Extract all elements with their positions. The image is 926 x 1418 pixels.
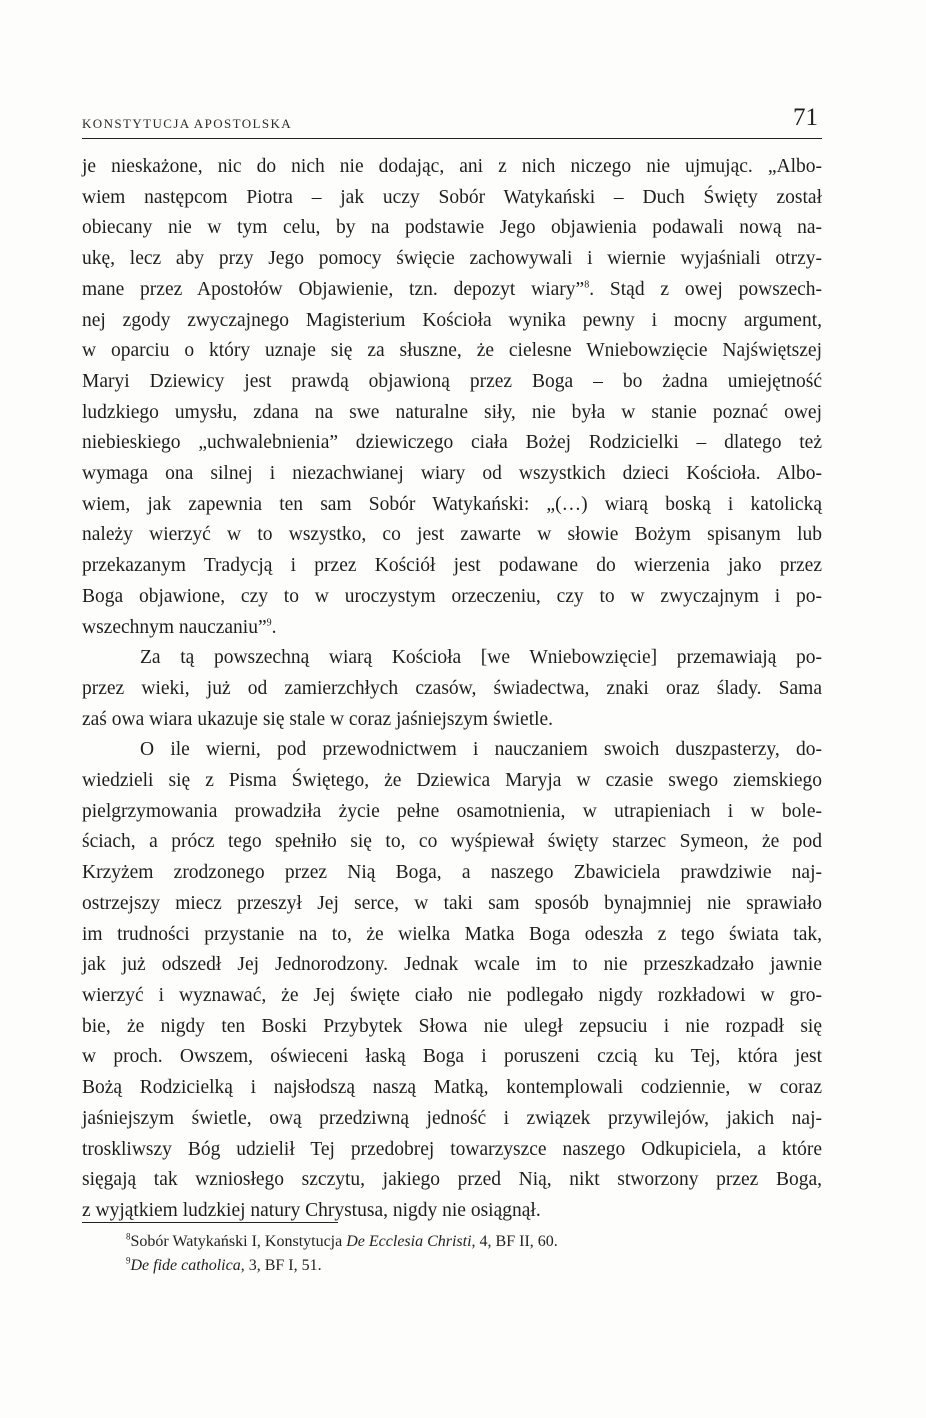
text-line: wiem następcom Piotra – jak uczy Sobór Watykański – Duch Święty został [82,186,822,208]
text-line: troskliwszy Bóg udzielił Tej przedobrej towarzyszce naszego Odkupiciela, a które [82,1138,822,1160]
text-segment: . Stąd z owej powszech- [589,278,823,300]
text-line: ukę, lecz aby przy Jego pomocy święcie zachowywali i wiernie wyjaśniali otrzy- [82,248,822,270]
text-line: je nieskażone, nic do nich nie dodając, ani z nich niczego nie ujmując. „Albo- [82,156,822,177]
text-segment: mane przez Apostołów Objawienie, tzn. depozyt wiary” [82,278,585,300]
footnote-number: 9 [126,1255,131,1266]
footnote-number: 8 [126,1231,131,1242]
text-segment: . [271,616,277,638]
text-line: obiecany nie w tym celu, by na podstawie Jego objawienia podawali nową na- [82,217,822,239]
text-line: wymaga ona silnej i niezachwianej wiary od wszystkich dzieci Kościoła. Albo- [82,463,822,485]
footnote-text: Sobór Watykański I, Konstytucja [130,1233,347,1250]
page-number: 71 [793,104,818,131]
text-line: w oparciu o który uznaje się za słuszne, że cielesne Wniebowzięcie Najświętszej [82,340,822,362]
text-line: sięgają tak wzniosłego szczytu, jakiego przed Nią, nikt stworzony przez Boga, [82,1169,822,1191]
footnote-title: De fide catholica [130,1257,241,1274]
text-line: przez wieki, już od zamierzchłych czasów, świadectwa, znaki oraz ślady. Sama [82,677,822,699]
text-line: Boga objawione, czy to w uroczystym orzeczeniu, czy to w zwyczajnym i po- [82,585,822,607]
footnotes [126,1230,806,1278]
text-line: jaśniejszym świetle, ową przedziwną jedność i związek przywilejów, jakich naj- [82,1107,822,1129]
footnote-9 [126,1254,806,1278]
text-line: z wyjątkiem ludzkiej natury Chrystusa, nigdy nie osiągnął. [82,1199,541,1221]
footnote-text: , 3, BF I, 51. [240,1257,322,1274]
text-line: zaś owa wiara ukazuje się stale w coraz jaśniejszym świetle. [82,708,554,730]
running-title: KONSTYTUCJA APOSTOLSKA [82,116,293,131]
footnote-title: De Ecclesia Christi [346,1233,472,1250]
text-line: przekazanym Tradycją i przez Kościół jest podawane do wierzenia jako przez [82,555,822,577]
paragraph-3 [82,735,822,1226]
header-rule [82,138,822,139]
text-line: nej zgody zwyczajnego Magisterium Kościoła wynika pewny i mocny argument, [82,309,822,331]
text-line: ściach, a prócz tego spełniło się to, co wyśpiewał święty starzec Symeon, że pod [82,831,822,853]
text-line: ludzkiego umysłu, zdana na swe naturalne siły, nie była w stanie poznać owej [82,401,822,423]
text-line: wiedzieli się z Pisma Świętego, że Dziewica Maryja w czasie swego ziemskiego [82,770,822,792]
running-head [82,104,822,134]
footnote-rule [82,1222,338,1223]
footnote-8 [126,1230,806,1254]
text-line [82,613,822,644]
text-line: Maryi Dziewicy jest prawdą objawioną przez Boga – bo żadna umiejętność [82,370,822,392]
text-line: pielgrzymowania prowadziła życie pełne osamotnienia, w utrapieniach i w bole- [82,800,822,822]
text-line: Krzyżem zrodzonego przez Nią Boga, a naszego Zbawiciela prawdziwie naj- [82,862,822,884]
text-line: niebieskiego „uchwalebnienia” dziewiczego ciała Bożej Rodzicielki – dlatego też [82,432,822,454]
body-text [82,152,822,1227]
text-line: wierzyć i wyznawać, że Jej święte ciało nie podlegało nigdy rozkładowi w gro- [82,984,822,1006]
text-line: jak już odszedł Jej Jednorodzony. Jednak wcale im to nie przeszkadzało jawnie [82,954,822,976]
text-line: Bożą Rodzicielką i najsłodszą naszą Matką, kontemplowali codziennie, w coraz [82,1077,822,1099]
text-segment: wszechnym nauczaniu” [82,616,267,638]
footnote-text: , 4, BF II, 60. [471,1233,558,1250]
paragraph-2 [82,643,822,735]
text-line: O ile wierni, pod przewodnictwem i nauczaniem swoich duszpasterzy, do- [140,739,822,761]
text-line: wiem, jak zapewnia ten sam Sobór Watykański: „(…) wiarą boską i katolicką [82,493,822,515]
text-line [82,275,822,306]
footnote-ref: 9 [266,617,272,629]
text-line: ostrzejszy miecz przeszył Jej serce, w taki sam sposób bynajmniej nie sprawiało [82,892,822,914]
text-line: Za tą powszechną wiarą Kościoła [we Wniebowzięcie] przemawiają po- [140,647,822,669]
text-line: należy wierzyć w to wszystko, co jest zawarte w słowie Bożym spisanym lub [82,524,822,546]
text-line: im trudności przystanie na to, że wielka Matka Boga odeszła z tego świata tak, [82,923,822,945]
text-line: bie, że nigdy ten Boski Przybytek Słowa nie uległ zepsuciu i nie rozpadł się [82,1015,822,1037]
paragraph-1 [82,152,822,643]
text-line: w proch. Owszem, oświeceni łaską Boga i poruszeni czcią ku Tej, która jest [82,1046,822,1068]
footnote-ref: 8 [584,279,590,291]
